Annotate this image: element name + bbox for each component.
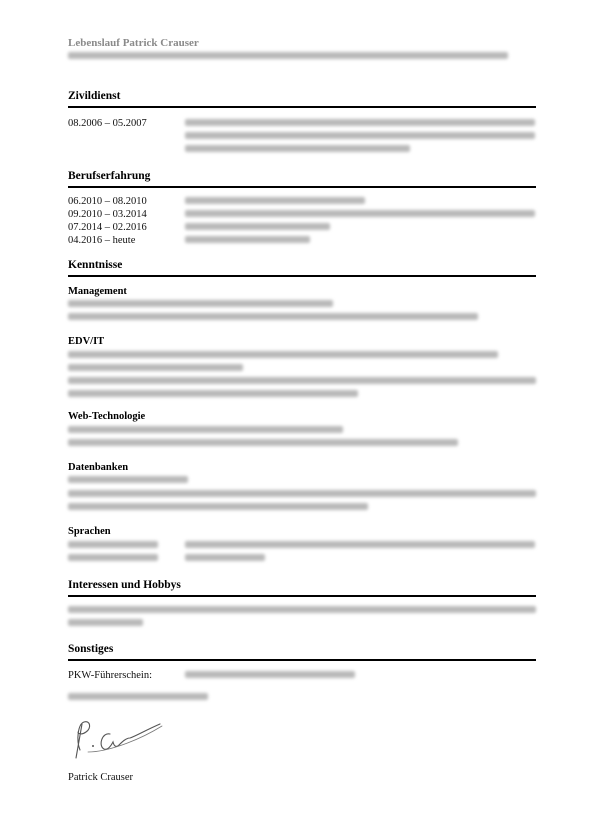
redacted-text [185, 197, 365, 204]
redacted-text [68, 313, 478, 320]
date-range: 04.2016 – heute [68, 235, 136, 246]
redacted-header-line [68, 52, 508, 59]
signature-name: Patrick Crauser [68, 772, 134, 783]
redacted-text [68, 476, 188, 483]
redacted-text [68, 390, 358, 397]
handwritten-signature [66, 712, 166, 764]
date-range: 08.2006 – 05.2007 [68, 118, 147, 129]
subsection-title-sprachen: Sprachen [68, 526, 111, 537]
redacted-text [185, 541, 535, 548]
redacted-text [185, 145, 410, 152]
redacted-text [68, 351, 498, 358]
subsection-title-edv-it: EDV/IT [68, 336, 105, 347]
redacted-text [68, 619, 143, 626]
subsection-title-web-technologie: Web-Technologie [68, 411, 146, 422]
redacted-text [68, 439, 458, 446]
section-divider [68, 275, 536, 277]
redacted-text [68, 300, 333, 307]
redacted-text [185, 210, 535, 217]
drivers-license-label: PKW-Führerschein: [68, 670, 152, 681]
redacted-place-date [68, 693, 208, 700]
redacted-text [68, 377, 536, 384]
section-divider [68, 186, 536, 188]
redacted-text [185, 554, 265, 561]
date-range: 09.2010 – 03.2014 [68, 209, 147, 220]
redacted-text [185, 223, 330, 230]
section-divider [68, 106, 536, 108]
section-divider [68, 659, 536, 661]
section-title-berufserfahrung: Berufserfahrung [68, 170, 151, 182]
redacted-text [68, 503, 368, 510]
page-header-title: Lebenslauf Patrick Crauser [68, 37, 199, 49]
redacted-text [68, 364, 243, 371]
date-range: 06.2010 – 08.2010 [68, 196, 147, 207]
subsection-title-management: Management [68, 286, 127, 297]
redacted-text [68, 490, 536, 497]
redacted-text [68, 426, 343, 433]
redacted-text [68, 606, 536, 613]
redacted-text [68, 541, 158, 548]
redacted-text [185, 132, 535, 139]
redacted-text [185, 671, 355, 678]
date-range: 07.2014 – 02.2016 [68, 222, 147, 233]
section-title-interessen: Interessen und Hobbys [68, 579, 181, 591]
section-title-zivildienst: Zivildienst [68, 90, 121, 102]
section-divider [68, 595, 536, 597]
section-title-kenntnisse: Kenntnisse [68, 259, 123, 271]
subsection-title-datenbanken: Datenbanken [68, 462, 129, 473]
redacted-text [68, 554, 158, 561]
redacted-text [185, 119, 535, 126]
section-title-sonstiges: Sonstiges [68, 643, 114, 655]
redacted-text [185, 236, 310, 243]
